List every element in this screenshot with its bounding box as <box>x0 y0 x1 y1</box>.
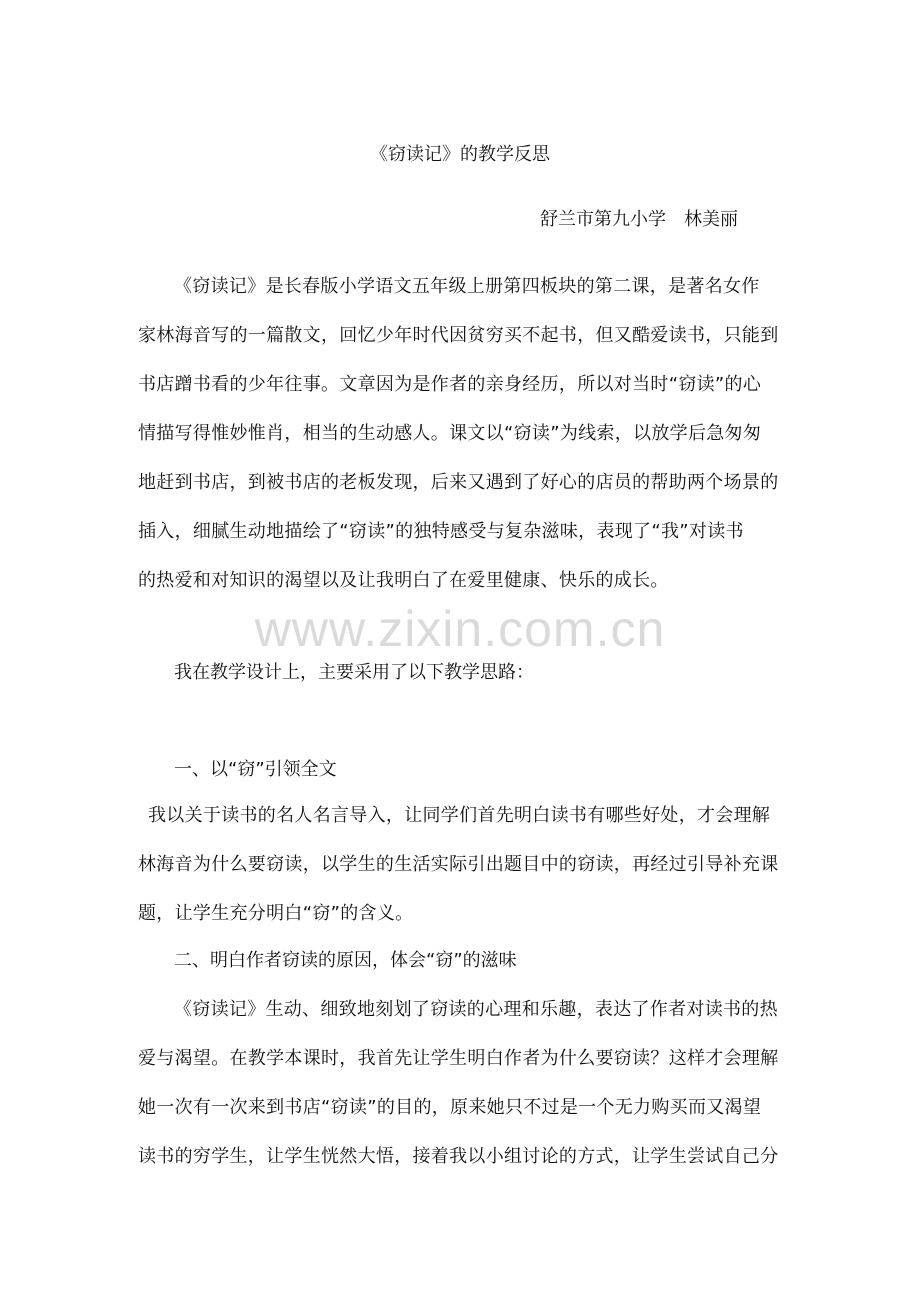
section-2-body <box>138 985 786 1181</box>
section-1-heading: 一、以“窃”引领全文 <box>174 759 337 780</box>
paragraph-line: 读书的穷学生，让学生恍然大悟，接着我以小组讨论的方式，让学生尝试自己分 <box>138 1146 779 1167</box>
paragraph-line: 我以关于读书的名人名言导入，让同学们首先明白读书有哪些好处，才会理解 <box>148 805 771 826</box>
paragraph-line: 林海音为什么要窃读，以学生的生活实际引出题目中的窃读，再经过引导补充课 <box>138 854 779 875</box>
paragraph-line: 《窃读记》是长春版小学语文五年级上册第四板块的第二课，是著名女作 <box>174 276 760 297</box>
section-1-body <box>138 791 786 938</box>
paragraph-line: 家林海音写的一篇散文，回忆少年时代因贫穷买不起书，但又酷爱读书，只能到 <box>138 325 779 346</box>
paragraph-line: 《窃读记》生动、细致地刻划了窃读的心理和乐趣，表达了作者对读书的热 <box>174 999 778 1020</box>
intro-line: 我在教学设计上，主要采用了以下教学思路： <box>174 662 534 683</box>
watermark: www.zixin.com.cn <box>254 601 666 657</box>
paragraph-line: 插入，细腻生动地描绘了“窃读”的独特感受与复杂滋味，表现了“我”对读书 <box>138 521 744 542</box>
paragraph-line: 她一次有一次来到书店“窃读”的目的，原来她只不过是一个无力购买而又渴望 <box>138 1097 762 1118</box>
paragraph-line: 情描写得惟妙惟肖，相当的生动感人。课文以“窃读”为线索，以放学后急匆匆 <box>138 423 762 444</box>
author-line: 舒兰市第九小学 林美丽 <box>540 209 738 230</box>
document-title: 《窃读记》的教学反思 <box>370 144 550 165</box>
paragraph-line: 书店蹭书看的少年往事。文章因为是作者的亲身经历，所以对当时“窃读”的心 <box>138 374 762 395</box>
paragraph-line: 题，让学生充分明白“窃”的含义。 <box>138 903 414 924</box>
paragraph-1 <box>138 262 786 605</box>
section-2-heading: 二、明白作者窃读的原因，体会“窃”的滋味 <box>174 950 517 971</box>
paragraph-line: 的热爱和对知识的渴望以及让我明白了在爱里健康、快乐的成长。 <box>138 570 669 591</box>
paragraph-line: 地赶到书店，到被书店的老板发现，后来又遇到了好心的店员的帮助两个场景的 <box>138 472 779 493</box>
paragraph-line: 爱与渴望。在教学本课时，我首先让学生明白作者为什么要窃读？这样才会理解 <box>138 1048 779 1069</box>
